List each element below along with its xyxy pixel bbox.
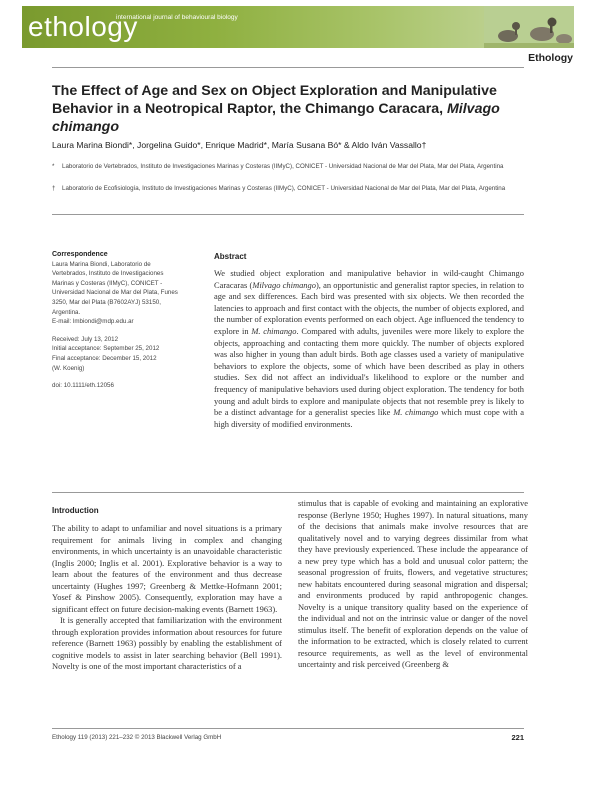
article-title <box>52 82 522 136</box>
abstract-section <box>214 252 524 430</box>
initial-acceptance-date: Initial acceptance: September 25, 2012 <box>52 345 160 353</box>
correspondence-sidebar <box>52 250 202 391</box>
page-footer <box>52 734 524 741</box>
correspondence-line: 3250, Mar del Plata (B7602AYJ) 53150, <box>52 298 161 306</box>
title-main: The Effect of Age and Sex on Object Exploration and Manipulative Behavior in a Neotropical Raptor, the Chimango Caracara, <box>52 83 497 117</box>
author-list: Laura Marina Biondi*, Jorgelina Guido*, Enrique Madrid*, María Susana Bó* & Aldo Iván Vassallo† <box>52 140 427 150</box>
affiliation-mark: † <box>52 185 56 192</box>
correspondence-line: Argentina. <box>52 308 81 316</box>
title-species: Milvago chimango <box>52 101 500 135</box>
final-acceptance-date: Final acceptance: December 15, 2012 <box>52 354 157 362</box>
introduction-paragraph-3: stimulus that is capable of evoking and maintaining an explorative response (Berlyne 1950; Hughes 1997). In natural situations, many of the decisions that animals make involve resources that are qualitatively novel and to varying degrees dissimilar from what they have previously experienced. These include the appearance of a new prey type which has a bold and unusual color pattern; the seasonal progression of fruits, flowers, and vegetative structures; new habitats encountered during seasonal migration and dispersal; and environments produced by rapid anthropogenic changes. Novelty is a unique transitory quality based on the experience of the individual and not on the intrinsic value or danger of the novel stimulus itself. The benefit of exploration depends on the value of the information to be extracted, which is closely related to current resource requirements, as well as the level of environmental uncertainty and risk perceived (Greenberg & <box>298 498 528 669</box>
correspondence-line: Vertebrados, Instituto de Investigaciones <box>52 270 164 278</box>
affiliation-1 <box>52 162 522 172</box>
introduction-paragraph-1: The ability to adapt to unfamiliar and novel situations is a primary requirement for animals living in complex and changing environments, in which uncertainty is an unavoidable characteristic (Inglis 2000; Inglis et al. 2001). Explorative behavior is a way to learn about the features of the environment and thus decrease uncertainty (Hughes 1997; Greenberg & Mettke-Hofmann 2001; Yosef & Pinshow 2005). Consequently, exploration may have a significant effect on future decision-making events (Barnett 1963). <box>52 523 282 614</box>
correspondence-line: Laura Marina Biondi, Laboratorio de <box>52 260 151 268</box>
journal-tagline: international journal of behavioural biology <box>116 14 238 21</box>
affiliation-text: Laboratorio de Ecofisiología, Instituto de Investigaciones Marinas y Costeras (IIMyC), CONICET - Universidad Nacional de Mar del Plata, Mar del Plata, Argentina <box>62 185 506 192</box>
introduction-paragraph-2: It is generally accepted that familiarization with the environment through exploration provides information about resources for future reference (Barnett 1963) possibly by enabling the establishment of cognitive models to assist in later searching behavior (Bell 1991). Novelty is one of the most important characteristics of a <box>52 615 282 671</box>
introduction-right-column <box>298 498 528 671</box>
section-divider <box>52 214 524 215</box>
journal-logo: ethology <box>28 11 138 42</box>
correspondence-line: Marinas y Costeras (IIMyC), CONICET - <box>52 279 163 287</box>
abstract-divider <box>52 492 524 493</box>
introduction-heading: Introduction <box>52 506 99 515</box>
correspondence-email[interactable]: E-mail: lmbiondi@mdp.edu.ar <box>52 318 134 326</box>
editor-name: (W. Koenig) <box>52 364 85 372</box>
footer-citation: Ethology 119 (2013) 221–232 © 2013 Blackwell Verlag GmbH <box>52 734 222 741</box>
affiliation-mark: * <box>52 163 55 170</box>
abstract-text: We studied object exploration and manipulative behavior in wild-caught Chimango Caracaras (Milvago chimango), an opportunistic and generalist raptor species, in relation to age and sex differences. Each bird was presented with six objects. We then recorded the latencies to approach and first contact with the objects, the number of objects explored, and the number of exploration events performed on each object. Age influenced the tendency to explore in M. chimango. Compared with adults, juveniles were more likely to explore the objects, approaching and contacting them more quickly. The number of objects explored was also higher in young than adult birds. Both age classes used a variety of manipulative behaviors to explore the objects, some of which have been described as play in others studies. Sex did not affect an individual's likelihood to explore or the number and frequency of manipulative behaviors used during object exploration. The tendency for both young and adult birds to explore and manipulate objects that not resemble prey is likely to be a distinct advantage for a generalist species like M. chimango which must cope with a high diversity of modified environments. <box>214 268 524 429</box>
journal-name: Ethology <box>528 52 573 64</box>
header-divider <box>52 67 524 68</box>
birds-illustration <box>484 6 574 48</box>
received-date: Received: July 13, 2012 <box>52 335 119 343</box>
correspondence-line: Universidad Nacional de Mar del Plata, Funes <box>52 289 178 297</box>
affiliation-2 <box>52 184 522 194</box>
correspondence-heading: Correspondence <box>52 251 108 258</box>
doi[interactable]: doi: 10.1111/eth.12056 <box>52 382 114 390</box>
affiliation-text: Laboratorio de Vertebrados, Instituto de Investigaciones Marinas y Costeras (IIMyC), CONICET - Universidad Nacional de Mar del Plata, Mar del Plata, Argentina <box>62 163 504 170</box>
footer-divider <box>52 728 524 729</box>
abstract-heading: Abstract <box>214 252 247 261</box>
introduction-left-column <box>52 506 282 673</box>
page-number: 221 <box>511 733 524 742</box>
journal-banner <box>22 6 574 48</box>
